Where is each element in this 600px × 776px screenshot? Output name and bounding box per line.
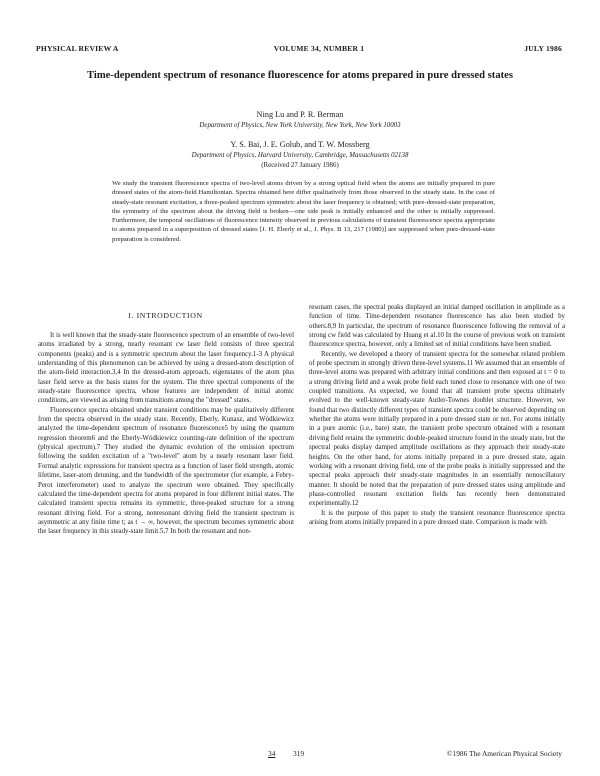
footer-volume: 34 bbox=[268, 749, 276, 758]
paragraph: It is the purpose of this paper to study the transient resonance fluorescence spectra arising from atoms initially prepared in a pure dressed state. Comparison is made with bbox=[309, 509, 565, 526]
paragraph: Fluorescence spectra obtained under transient conditions may be qualitatively different from the spectra observed in the steady state. Recently, Eberly, Kunasz, and Wódkiewicz analyzed the time-dependent spectrum of resonance fluorescence5 by using the quantum regression theorem6 and the Eberly-Wódkiewicz counting-rate definition of the spectrum (physical spectrum).7 They studied the dynamic evolution of the emission spectrum following the sudden excitation of a "two-level" atom by a nearly resonant laser field. Formal analytic expressions for transient spectra as a function of laser field strength, atomic lifetime, laser-atom detuning, and the bandwidth of the spectrometer (for example, a Febry-Perot interferometer) used to analyze the spectrum were obtained. They specifically calculated the time-dependent spectra for atoms prepared in four different initial states. The calculated transient spectra remains its symmetric, three-peaked structure for a strong resonant driving field. For a strong, nonresonant driving field the transient spectrum is asymmetric at any finite time t; as t → ∞, however, the spectrum becomes symmetric about the laser frequency in this steady-state limit.5,7 In both the resonant and non- bbox=[38, 406, 294, 536]
page-number: 319 bbox=[293, 749, 305, 758]
abstract: We study the transient fluorescence spectra of two-level atoms driven by a strong optical field when the atoms are initially prepared in pure dressed states of the atom-field Hamiltonian. Spectra obtained here differ qualitatively from those observed in the steady state. In the case of steady-state resonant excitation, a three-peaked spectrum symmetric about the laser frequency is obtained; with pure-dressed-state preparation, the symmetry of the spectrum about the driving field is broken—one side peak is initially enhanced and the other is initially suppressed. Furthermore, the temporal oscillations of fluorescence intensity observed in previous calculations of transient fluorescence spectra appropriate to atoms prepared in a superposition of dressed states [J. H. Eberly et al., J. Phys. B 13, 217 (1980)] are suppressed when pure-dressed-state preparation is considered. bbox=[112, 180, 495, 243]
body-column-left bbox=[38, 331, 294, 537]
affiliation-1: Department of Physics, New York University, New York, New York 10003 bbox=[199, 122, 401, 129]
authors-group-1: Ning Lu and P. R. Berman bbox=[256, 110, 344, 119]
journal-name: PHYSICAL REVIEW A bbox=[36, 44, 119, 53]
paragraph: resonant cases, the spectral peaks displayed an initial damped oscillation in amplitude as a function of time. Time-dependent resonance fluorescence has also been studied by others.8,9 In particular, the spectrum of resonance fluorescence following the removal of a strong cw field was calculated by Huang et al.10 In the course of previous work on transient fluorescence spectra, however, only a limited set of initial conditions have been studied. bbox=[309, 304, 565, 349]
copyright-notice: ©1986 The American Physical Society bbox=[446, 749, 562, 758]
article-title: Time-dependent spectrum of resonance fluorescence for atoms prepared in pure dressed states bbox=[87, 70, 513, 81]
page-footer bbox=[36, 749, 562, 761]
paragraph: It is well known that the steady-state fluorescence spectrum of an ensemble of two-level atoms irradiated by a strong, nearly resonant cw laser field consists of three spectral components (peaks) and is a symmetric spectrum about the laser frequency.1-3 A physical understanding of this phenomenon can be achieved by using a dressed-atom description of the atom-field interaction.3,4 In the dressed-atom approach, eigenstates of the atom plus laser field serve as the basis states for the system. The three spectral components of the steady-state fluorescence spectra, whose features are independent of initial atomic conditions, are viewed as arising from transitions among the "dressed" states. bbox=[38, 332, 294, 405]
affiliation-2: Department of Physics, Harvard University, Cambridge, Massachusetts 02138 bbox=[191, 152, 409, 159]
authors-group-2: Y. S. Bai, J. E. Golub, and T. W. Mossberg bbox=[230, 140, 370, 149]
running-header bbox=[36, 44, 562, 56]
received-date: (Received 27 January 1986) bbox=[261, 162, 339, 169]
paragraph: Recently, we developed a theory of transient spectra for the somewhat related problem of probe spectrum in strongly driven three-level systems.11 We assumed that an ensemble of three-level atoms was prepared with arbitrary initial conditions and then exposed at t = 0 to a strong driving field and a weak probe field each tuned close to resonance with one of two coupled transitions. As expected, we found that all transient probe spectra ultimately evolved to the well-known steady-state Autler-Townes doublet structure. However, we found that two distinctly different types of transient spectra could be observed depending on whether the atoms were initially prepared in a pure dressed state or not. For atoms initially in a pure atomic (i.e., bare) state, the transient probe spectrum obtained with a resonant driving field retains the symmetric double-peaked structure found in the steady state, but the spectral peaks display damped amplitude oscillations as they approach their steady-state heights. On the other hand, for atoms initially prepared in a pure dressed state, again working with a resonant driving field, one of the probe peaks is initially suppressed and the spectral peaks approach their steady-state magnitudes in an essentially nonoscillatory manner. It should be noted that the preparation of pure dressed states using amplitude and phase-controlled resonant excitation fields has recently been demonstrated experimentally.12 bbox=[309, 350, 565, 508]
issue-date: JULY 1986 bbox=[524, 44, 562, 53]
section-heading: I. INTRODUCTION bbox=[128, 311, 203, 320]
body-column-right bbox=[309, 303, 565, 527]
volume-number: VOLUME 34, NUMBER 1 bbox=[273, 44, 365, 53]
